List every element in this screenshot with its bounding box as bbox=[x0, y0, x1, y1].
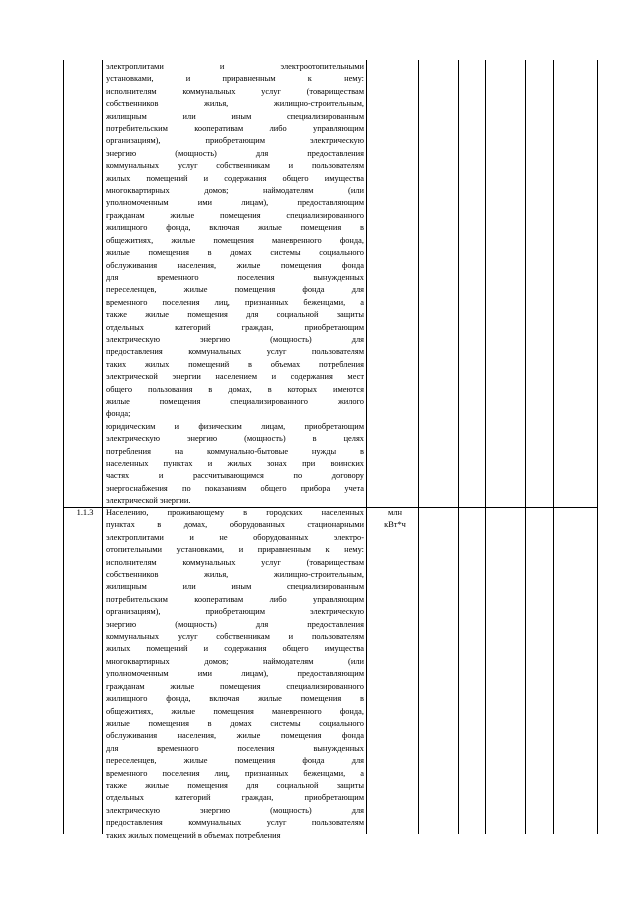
table-grid-line bbox=[366, 60, 367, 834]
description-line: переселенцев, жилые помещения фонда для bbox=[106, 756, 364, 766]
unit-line: кВт*ч bbox=[384, 520, 406, 530]
description-line: собственников жилья, жилищно-строительным, bbox=[106, 99, 364, 109]
unit-cell bbox=[371, 507, 419, 532]
description-line: временного поселения лиц, признанных беженцами, а bbox=[106, 768, 364, 778]
description-line: также жилые помещения для социальной защиты bbox=[106, 780, 364, 790]
description-line: энергию (мощность) для предоставления bbox=[106, 148, 364, 158]
description-line: коммунальных услуг собственникам и пользователям bbox=[106, 161, 364, 171]
description-line: таких жилых помещений в объемах потребления bbox=[106, 359, 364, 369]
description-line: юридическим и физическим лицам, приобретающим bbox=[106, 421, 364, 431]
description-line: населенных пунктах и жилых зонах при воинских bbox=[106, 459, 364, 468]
description-line: общего пользования в домах, в которых имеются bbox=[106, 384, 364, 394]
description-line: организациям), приобретающим электрическую bbox=[106, 136, 364, 146]
description-line: жилищным или иным специализированным bbox=[106, 111, 364, 121]
description-line: общежитиях, жилые помещения маневренного фонда, bbox=[106, 235, 364, 245]
description-line: гражданам жилые помещения специализированного bbox=[106, 681, 364, 691]
description-line: многоквартирных домов; наймодателям (или bbox=[106, 186, 364, 196]
description-line: жилые помещения в домах системы социального bbox=[106, 718, 364, 728]
description-line: отдельных категорий граждан, приобретающим bbox=[106, 793, 364, 803]
row-description bbox=[106, 61, 364, 508]
description-line: электрическую энергию (мощность) в целях bbox=[106, 434, 364, 444]
description-line: электрическую энергию (мощность) для bbox=[106, 334, 364, 344]
table-grid-line bbox=[525, 60, 526, 834]
description-line: предоставления коммунальных услуг пользователям bbox=[106, 347, 364, 357]
description-line: коммунальных услуг собственникам и пользователям bbox=[106, 632, 364, 642]
description-line: жилищным или иным специализированным bbox=[106, 582, 364, 592]
description-line: Населению, проживающему в городских населенных bbox=[106, 508, 364, 517]
description-line: потребительским кооперативам либо управляющим bbox=[106, 594, 364, 604]
description-line: уполномоченным ими лицам), предоставляющим bbox=[106, 669, 364, 679]
description-line: исполнителям коммунальных услуг (товариществам bbox=[106, 557, 364, 567]
description-line: организациям), приобретающим электрическую bbox=[106, 607, 364, 617]
description-line: предоставления коммунальных услуг пользователям bbox=[106, 818, 364, 828]
table-grid-line bbox=[458, 60, 459, 834]
description-line: исполнителям коммунальных услуг (товариществам bbox=[106, 86, 364, 96]
description-line: гражданам жилые помещения специализированного bbox=[106, 210, 364, 220]
table-grid-line bbox=[597, 60, 598, 834]
unit-line: млн bbox=[388, 508, 402, 517]
table-grid-line bbox=[102, 60, 103, 834]
description-line: энергию (мощность) для предоставления bbox=[106, 619, 364, 629]
description-line: собственников жилья, жилищно-строительным, bbox=[106, 570, 364, 580]
description-line: жилых помещений и содержания общего имущества bbox=[106, 173, 364, 183]
description-line: потребительским кооперативам либо управляющим bbox=[106, 124, 364, 134]
description-line: уполномоченным ими лицам), предоставляющим bbox=[106, 198, 364, 208]
description-line: жилых помещений и содержания общего имущества bbox=[106, 644, 364, 654]
table-grid-line bbox=[63, 60, 64, 834]
description-line: обслуживания населения, жилые помещения фонда bbox=[106, 731, 364, 741]
description-line: электроплитами и электроотопительными bbox=[106, 62, 364, 71]
table-grid-line bbox=[418, 60, 419, 834]
description-line: жилые помещения специализированного жилого bbox=[106, 396, 364, 406]
description-line: электрическую энергию (мощность) для bbox=[106, 805, 364, 815]
description-line: также жилые помещения для социальной защиты bbox=[106, 310, 364, 320]
description-line: отдельных категорий граждан, приобретающим bbox=[106, 322, 364, 332]
description-line: обслуживания населения, жилые помещения фонда bbox=[106, 260, 364, 270]
table-grid-line bbox=[553, 60, 554, 834]
description-line: пунктах в домах, оборудованных стационарными bbox=[106, 520, 364, 530]
description-line: переселенцев, жилые помещения фонда для bbox=[106, 285, 364, 295]
description-line: электрической энергии населением и содержания мест bbox=[106, 372, 364, 382]
description-line: жилищного фонда, включая жилые помещения в bbox=[106, 694, 364, 704]
description-line: отопительными установками, и приравненным к нему: bbox=[106, 545, 364, 555]
description-line: электрической энергии. bbox=[106, 496, 191, 506]
description-line: энергоснабжения по показаниям общего прибора учета bbox=[106, 483, 364, 493]
description-line: потребления на коммунально-бытовые нужды в bbox=[106, 446, 364, 456]
description-line: жилые помещения в домах системы социального bbox=[106, 248, 364, 258]
description-line: установками, и приравненным к нему: bbox=[106, 74, 364, 84]
description-line: для временного поселения вынужденных bbox=[106, 272, 364, 282]
description-line: электроплитами и не оборудованных электро- bbox=[106, 532, 364, 542]
description-line: для временного поселения вынужденных bbox=[106, 743, 364, 753]
table-grid-line bbox=[485, 60, 486, 834]
description-line: общежитиях, жилые помещения маневренного фонда, bbox=[106, 706, 364, 716]
description-line: фонда; bbox=[106, 409, 131, 419]
description-line: таких жилых помещений в объемах потребления bbox=[106, 830, 281, 840]
description-line: жилищного фонда, включая жилые помещения в bbox=[106, 223, 364, 233]
description-line: частях и рассчитывающимся по договору bbox=[106, 471, 364, 481]
row-number: 1.1.3 bbox=[76, 508, 94, 517]
description-line: временного поселения лиц, признанных беженцами, а bbox=[106, 297, 364, 307]
description-line: многоквартирных домов; наймодателям (или bbox=[106, 656, 364, 666]
row-description bbox=[106, 507, 364, 842]
